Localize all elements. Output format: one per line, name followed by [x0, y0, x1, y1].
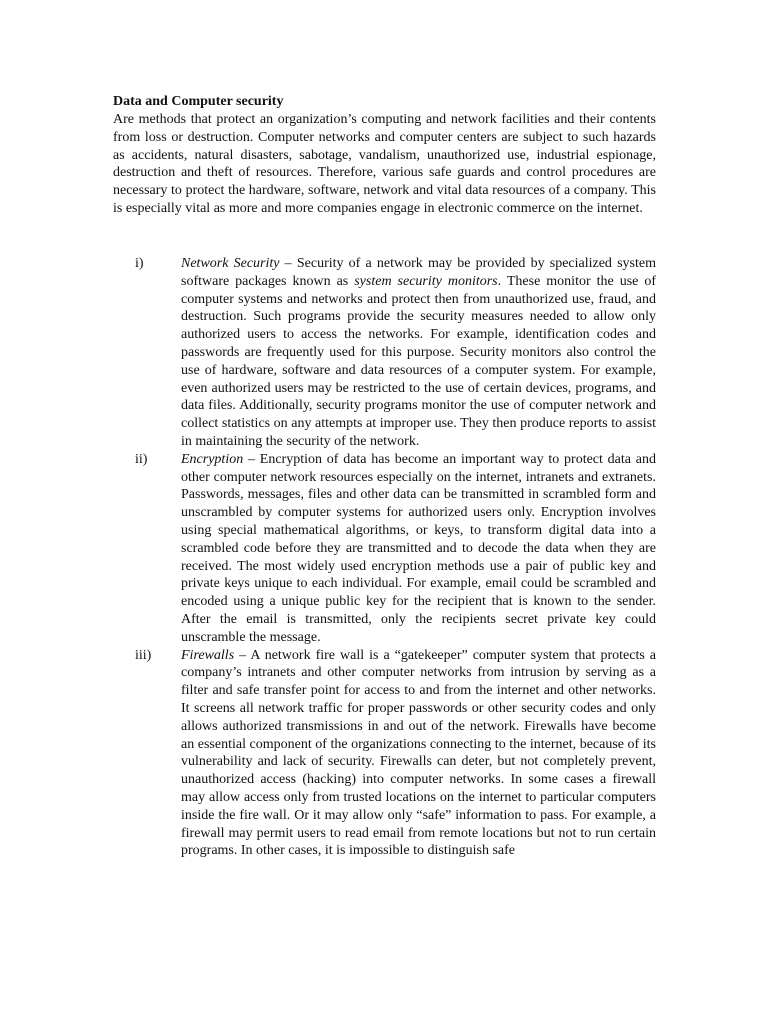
list-item-body	[181, 451, 656, 647]
list-number: i)	[135, 256, 144, 271]
list-item-body	[181, 647, 656, 861]
list-item-network-security	[113, 255, 656, 451]
list-item-firewalls	[113, 647, 656, 861]
term-firewalls: Firewalls	[181, 647, 235, 663]
list-item-encryption	[113, 451, 656, 647]
list-item-text-post: . These monitor the use of computer systems and networks and protect then from unauthorized use, fraud, and destruction. Such programs provide the security measures needed to allow only authorized users to access the networks. For example, identification codes and passwords are frequently used for this purpose. Security monitors also control the use of hardware, software and data resources of a computer system. For example, even authorized users may be restricted to the use of certain devices, programs, and data files. Additionally, security programs monitor the use of computer network and collect statistics on any attempts at improper use. They then produce reports to assist in maintaining the security of the network.	[181, 273, 657, 449]
page-title: Data and Computer security	[113, 94, 284, 109]
list-item-text-pre: – Security of a network may be provided by specialized system software packages known as	[181, 256, 656, 289]
security-measures-list	[113, 255, 656, 860]
list-item-text: – A network fire wall is a “gatekeeper” computer system that protects a company’s intranets and other computer networks from intrusion by serving as a filter and safe transfer point for access to and from the internet and other networks. It screens all network traffic for proper passwords or other security codes and only allows authorized transmissions in and out of the network. Firewalls have become an essential component of the organizations connecting to the internet, because of its vulnerability and lack of security. Firewalls can deter, but not completely prevent, unauthorized access (hacking) into computer networks. In some cases a firewall may allow access only from trusted locations on the internet to particular computers inside the fire wall. Or it may allow only “safe” information to pass. For example, a firewall may permit users to read email from remote locations but not to run certain programs. In other cases, it is impossible to distinguish safe	[181, 647, 656, 859]
list-number: ii)	[135, 451, 148, 467]
list-item-body	[181, 255, 656, 451]
intro-paragraph: Are methods that protect an organization’s computing and network facilities and their contents from loss or destruction. Computer networks and computer centers are subject to such hazards as accidents, natural disasters, sabotage, vandalism, unauthorized use, industrial espionage, destruction and theft of resources. Therefore, various safe guards and control procedures are necessary to protect the hardware, software, network and vital data resources of a company. This is especially vital as more and more companies engage in electronic commerce on the internet.	[113, 112, 656, 216]
term-system-security-monitors: system security monitors	[354, 273, 498, 289]
term-encryption: Encryption	[181, 451, 244, 467]
term-network-security: Network Security	[181, 256, 280, 271]
list-number: iii)	[135, 647, 152, 663]
list-item-text: – Encryption of data has become an important way to protect data and other computer network resources especially on the internet, intranets and extranets. Passwords, messages, files and other data can be transmitted in scrambled form and unscrambled by computer systems for authorized users only. Encryption involves using special mathematical algorithms, or keys, to transform digital data into a scrambled code before they are transmitted and to decode the data when they are received. The most widely used encryption methods use a pair of public key and private keys unique to each individual. For example, email could be scrambled and encoded using a unique public key for the recipient that is known to the sender. After the email is transmitted, only the recipients secret private key could unscramble the message.	[181, 451, 656, 645]
